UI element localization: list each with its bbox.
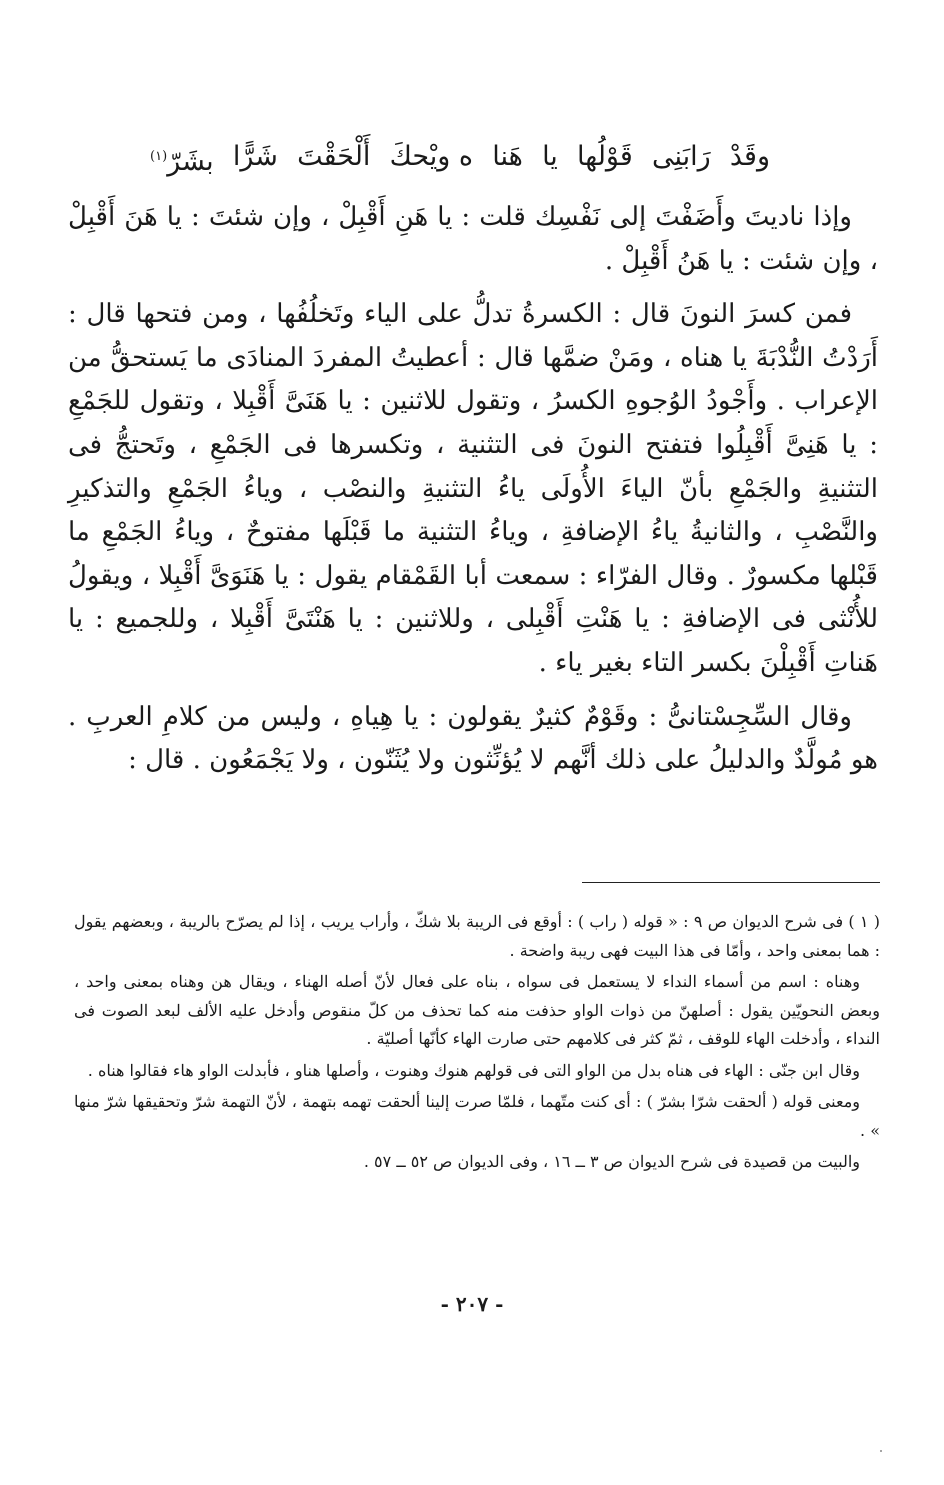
page-number: - ٢٠٧ - (440, 1292, 504, 1316)
verse-word: رَابَنِى (651, 141, 711, 172)
footnote: ومعنى قوله ( ألحقت شرّا بشرّ ) : أى كنت متّهما ، فلمّا صرت إلينا ألحقت تهمه بتهمة ، لأنّ التهمة شرّ وتحقيقها شرّ منها » . (74, 1092, 880, 1140)
verse-word: وقَدْ (729, 141, 770, 172)
verse-word: يا (542, 141, 558, 172)
paragraph: وقال السِّجِسْتانىُّ : وقَوْمٌ كثيرٌ يقولون : يا هِياهِ ، وليس من كلامِ العربِ . هو مُولَّدٌ والدليلُ على ذلك أنَّهم لا يُؤنِّثون ولا يُثَنّون ، ولا يَجْمَعُون . قال : (68, 701, 878, 776)
verse-word: هَنا (492, 141, 523, 172)
verse-word: ه ويْحكَ (389, 141, 474, 172)
main-text (68, 196, 878, 783)
paragraph: وإذا ناديتَ وأَضَفْتَ إلى نَفْسِك قلت : يا هَنِ أَقْبِلْ ، وإن شئتَ : يا هَنَ أَقْبِلْ ، وإن شئت : يا هَنُ أَقْبِلْ . (68, 202, 878, 276)
footnote: وقال ابن جنّى : الهاء فى هناه بدل من الواو التى فى قولهم هنوك وهنوت ، وأصلها هناو ، فأبدلت الواو هاء فقالوا هناه . (87, 1060, 860, 1080)
footnote: والبيت من قصيدة فى شرح الديوان ص ٣ ــ ١٦ ، وفى الديوان ص ٥٢ ــ ٥٧ . (363, 1152, 860, 1171)
verse-word: أَلْحَقْتَ (297, 141, 371, 172)
verse-word: شَرًّا (232, 141, 278, 172)
poetry-verse (150, 132, 770, 182)
verse-word: بشَرّ (167, 146, 214, 177)
footnote-separator (582, 882, 880, 883)
verse-word: قَوْلُها (577, 141, 633, 172)
paragraph: فمن كسرَ النونَ قال : الكسرةُ تدلُّ على الياء وتَخلُفُها ، ومن فتحها قال : أَرَدْتُ النُّدْبَةَ يا هناه ، ومَنْ ضمَّها قال : أعطيتُ المفردَ المنادَى ما يَستحقُّ من الإعراب . وأَجْودُ الوُجوهِ الكسرُ ، وتقول للاثنين : يا هَنَىَّ أَقْبِلا ، وتقول للجَمْعِ : يا هَنِىَّ أَقْبِلُوا فتفتح النونَ فى التثنية ، وتكسرها فى الجَمْعِ ، وتَحتجُّ فى التثنيةِ والجَمْعِ بأنّ الياءَ الأُولَى ياءُ التثنيةِ والنصْب ، وياءُ الجَمْعِ والتذكيرِ والنَّصْبِ ، والثانيةُ ياءُ الإضافةِ ، وياءُ التثنية ما قَبْلَها مفتوحٌ ، وياءُ الجَمْعِ ما قَبْلها مكسورٌ . وقال الفرّاء : سمعت أبا القَمْقام يقول : يا هَنَوَىَّ أَقْبِلا ، ويقولُ للأُنْثى فى الإضافةِ : يا هَنْتِ أَقْبِلى ، وللاثنين : يا هَنْتَىَّ أَقْبِلا ، وللجميع : يا هَناتِ أَقْبِلْنَ بكسر التاء بغير ياء . (68, 299, 879, 678)
footnote-marker: (١) (150, 149, 168, 164)
footnote: ( ١ ) فى شرح الديوان ص ٩ : « قوله ( راب ) : أوقع فى الريبة بلا شكّ ، وأراب يريب ، إذا لم يصرّح بالريبة ، وبعضهم يقول : هما بمعنى واحد ، وأمّا فى هذا البيت فهى ريبة واضحة . (74, 912, 881, 960)
footnote: وهناه : اسم من أسماء النداء لا يستعمل فى سواه ، بناه على فعال لأنّ أصله الهناء ، ويقال هن وهناه بمعنى واحد ، وبعض النحويّين يقول : أصلهنّ من ذوات الواو حذفت منه كما تحذف من كلّ منقوص وأدخل عليه الألف لبعد الصوت فى النداء ، وأدخلت الهاء للوقف ، ثمّ كثر فى كلامهم حتى صارت الهاء كأنّها أصليّة . (74, 972, 880, 1048)
verse-last-word (150, 132, 214, 182)
footnotes (74, 908, 880, 1180)
scan-speck (880, 1450, 882, 1452)
